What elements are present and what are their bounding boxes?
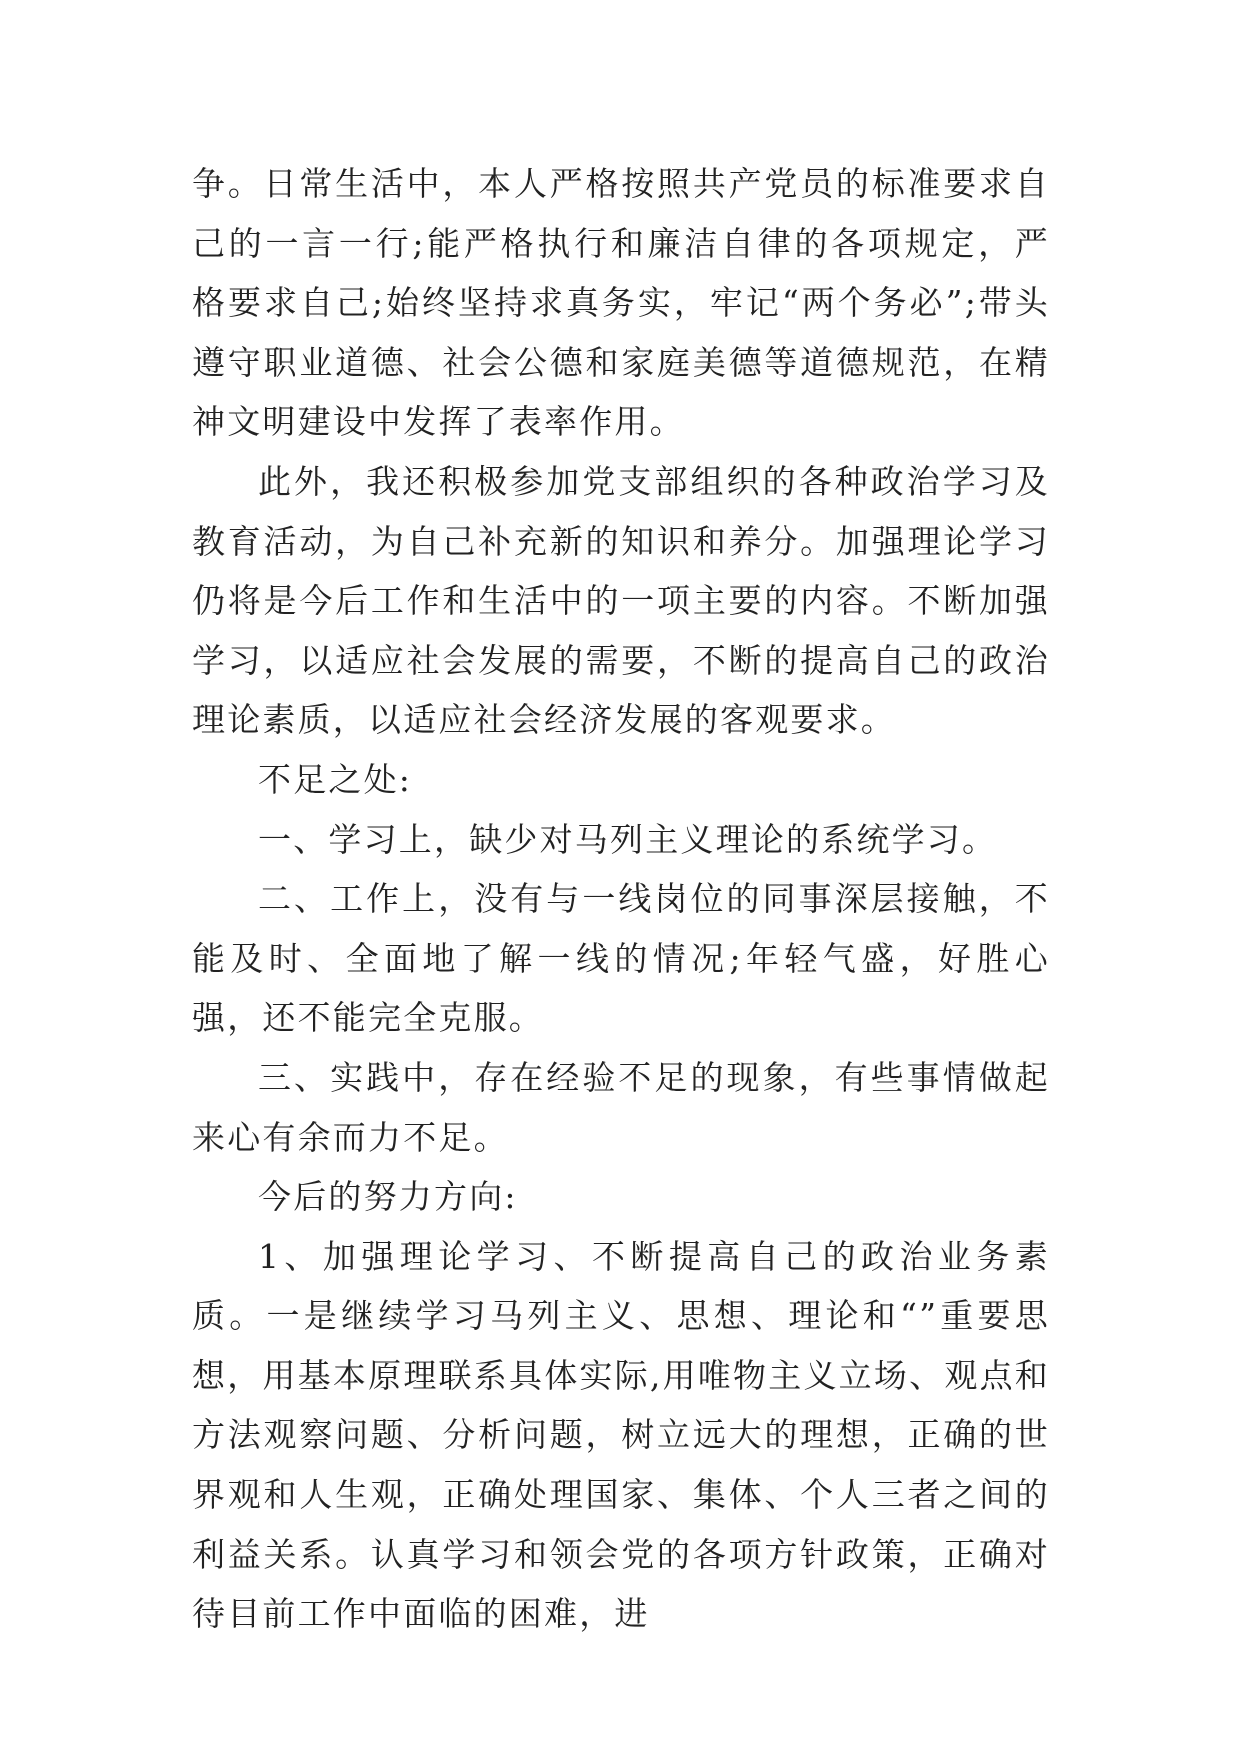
shortcoming-item-2: 二、工作上，没有与一线岗位的同事深层接触，不能及时、全面地了解一线的情况;年轻气盛，好胜心强，还不能完全克服。 (192, 879, 1050, 1038)
document-body (192, 154, 1050, 1644)
direction-item-1: 1、加强理论学习、不断提高自己的政治业务素质。一是继续学习马列主义、思想、理论和“”重要思想，用基本原理联系具体实际,用唯物主义立场、观点和方法观察问题、分析问题，树立远大的理想，正确的世界观和人生观，正确处理国家、集体、个人三者之间的利益关系。认真学习和领会党的各项方针政策，正确对待目前工作中面临的困难，进 (192, 1236, 1050, 1634)
shortcoming-item-3: 三、实践中，存在经验不足的现象，有些事情做起来心有余而力不足。 (192, 1057, 1050, 1157)
paragraph-study-activities: 此外，我还积极参加党支部组织的各种政治学习及教育活动，为自己补充新的知识和养分。加强理论学习仍将是今后工作和生活中的一项主要的内容。不断加强学习，以适应社会发展的需要，不断的提高自己的政治理论素质，以适应社会经济发展的客观要求。 (192, 461, 1050, 740)
section-heading-direction: 今后的努力方向: (258, 1177, 518, 1217)
paragraph-continuation: 争。日常生活中，本人严格按照共产党员的标准要求自己的一言一行;能严格执行和廉洁自律的各项规定，严格要求自己;始终坚持求真务实，牢记“两个务必”;带头遵守职业道德、社会公德和家庭美德等道德规范，在精神文明建设中发挥了表率作用。 (192, 164, 1050, 442)
section-heading-shortcomings: 不足之处: (258, 759, 413, 799)
shortcoming-item-1: 一、学习上，缺少对马列主义理论的系统学习。 (258, 819, 998, 859)
